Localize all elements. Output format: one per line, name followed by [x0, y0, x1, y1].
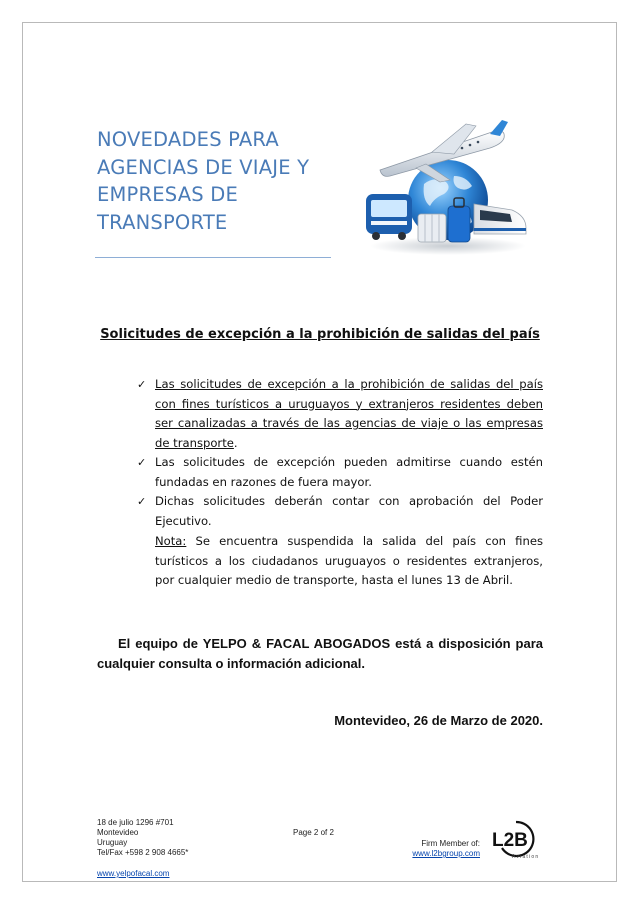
- bullet-text: Dichas solicitudes deberán contar con aprobación del Poder Ejecutivo.: [155, 494, 543, 528]
- l2b-logo-icon: [488, 820, 550, 860]
- note-label: Nota:: [155, 534, 187, 548]
- bullet-list: [137, 375, 543, 531]
- note-text: Se encuentra suspendida la salida del país con fines turísticos a los ciudadanos uruguayos o residentes extranjeros, por cualquier medio de transporte, hasta el lunes 13 de Abril.: [155, 534, 543, 587]
- firm-member-label: Firm Member of:: [421, 839, 480, 848]
- logo-subtext: Aviation: [512, 854, 540, 860]
- firm-member-link[interactable]: www.l2bgroup.com: [412, 849, 480, 858]
- address-line: Tel/Fax +598 2 908 4665*: [97, 848, 189, 857]
- bullet-text: Las solicitudes de excepción a la prohibición de salidas del país con fines turísticos a uruguayos y extranjeros residentes deben ser canalizadas a través de las agencias de viaje o las empresas de transporte: [155, 377, 543, 450]
- list-item: [137, 492, 543, 531]
- address-line: 18 de julio 1296 #701: [97, 818, 174, 827]
- footer-address: [97, 818, 188, 858]
- title-divider: [95, 257, 331, 258]
- check-icon: ✓: [137, 456, 147, 469]
- travel-illustration-icon: [362, 118, 528, 258]
- list-item: [137, 453, 543, 492]
- bullet-suffix: .: [233, 435, 238, 450]
- check-icon: ✓: [137, 495, 147, 508]
- section-heading: Solicitudes de excepción a la prohibición de salidas del país: [100, 327, 540, 342]
- logo-text: L2B: [492, 830, 528, 851]
- list-item: [137, 375, 543, 453]
- title-line: NOVEDADES PARA: [97, 128, 279, 151]
- firm-member-block: [405, 839, 480, 859]
- title-line: TRANSPORTE: [97, 210, 228, 234]
- title-line: EMPRESAS DE: [97, 183, 238, 206]
- address-line: Uruguay: [97, 838, 128, 847]
- website-link[interactable]: www.yelpofacal.com: [97, 869, 170, 878]
- page-number: Page 2 of 2: [293, 828, 334, 837]
- document-date: Montevideo, 26 de Marzo de 2020.: [334, 713, 543, 728]
- address-line: Montevideo: [97, 828, 139, 837]
- bus-icon: [366, 194, 412, 240]
- check-icon: ✓: [137, 378, 147, 391]
- bullet-text: Las solicitudes de excepción pueden admitirse cuando estén fundadas en razones de fuera mayor.: [155, 455, 543, 489]
- note-paragraph: [155, 532, 543, 591]
- train-icon: [474, 204, 526, 234]
- document-title: [97, 126, 337, 236]
- title-line: AGENCIAS DE VIAJE Y: [97, 155, 310, 179]
- closing-paragraph: El equipo de YELPO & FACAL ABOGADOS está a disposición para cualquier consulta o información adicional.: [97, 636, 543, 671]
